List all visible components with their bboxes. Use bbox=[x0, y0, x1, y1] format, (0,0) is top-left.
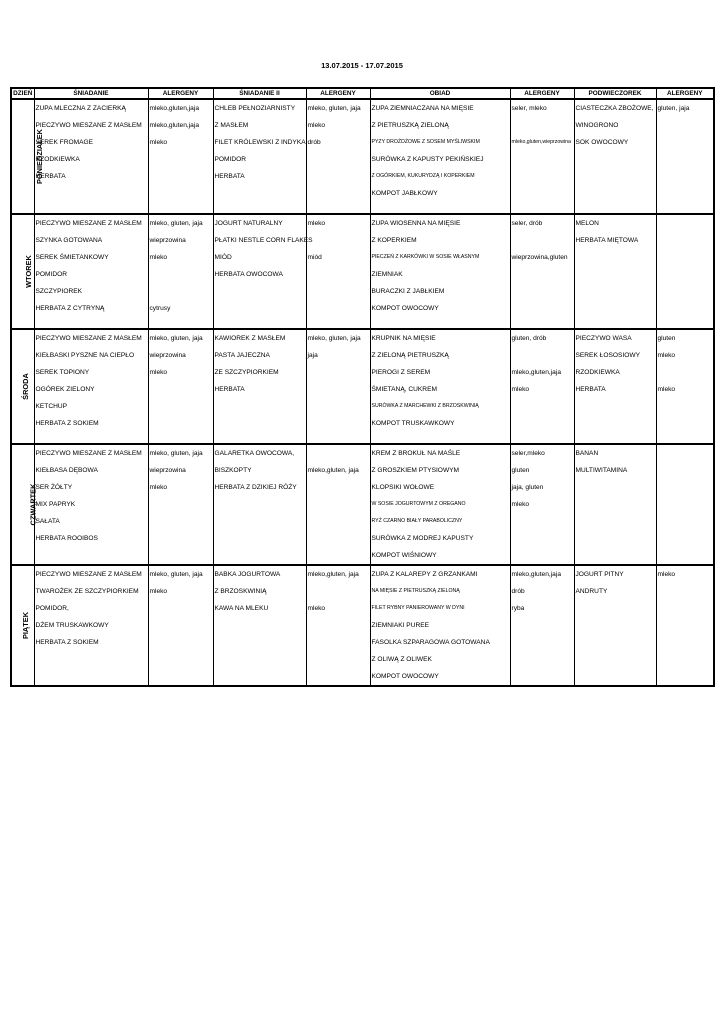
menu-line: BABKA JOGURTOWA bbox=[214, 571, 281, 578]
menu-body bbox=[11, 99, 714, 686]
day-row bbox=[11, 214, 714, 329]
col-header-podwieczorek: PODWIECZOREK bbox=[574, 88, 656, 99]
menu-line: MELON bbox=[575, 220, 599, 227]
menu-line: mleko bbox=[511, 501, 530, 508]
menu-line: mleko bbox=[149, 588, 168, 595]
day-name: PONIEDZIAŁEK bbox=[35, 128, 45, 184]
menu-line: Z OGÓRKIEM, KUKURYDZĄ I KOPERKIEM bbox=[371, 173, 475, 179]
menu-line: KOMPOT TRUSKAWKOWY bbox=[371, 420, 455, 427]
col-header-alergeny-4: ALERGENY bbox=[656, 88, 714, 99]
obiad-alergeny-cell bbox=[510, 444, 574, 565]
menu-line: drób bbox=[511, 588, 525, 595]
menu-line: POMIDOR bbox=[214, 156, 247, 163]
menu-line: KIEŁBASA DĘBOWA bbox=[35, 467, 98, 474]
podwieczorek-cell bbox=[574, 99, 656, 214]
menu-line: drób bbox=[307, 139, 321, 146]
obiad-cell bbox=[370, 214, 510, 329]
menu-line: MIX PAPRYK bbox=[35, 501, 76, 508]
menu-line: mleko,gluten,jaja bbox=[149, 105, 199, 112]
menu-line: Z OLIWĄ Z OLIWEK bbox=[371, 656, 432, 663]
menu-line: PASTA JAJECZNA bbox=[214, 352, 270, 359]
menu-line: mleko bbox=[307, 605, 326, 612]
col-header-sniadanie: ŚNIADANIE bbox=[34, 88, 148, 99]
day-name: PIĄTEK bbox=[21, 611, 31, 639]
menu-line: GALARETKA OWOCOWA, bbox=[214, 450, 295, 457]
sniadanie2-alergeny-cell bbox=[306, 214, 370, 329]
menu-line: SER ŻÓŁTY bbox=[35, 484, 73, 491]
col-header-alergeny-2: ALERGENY bbox=[306, 88, 370, 99]
sniadanie-alergeny-cell bbox=[148, 444, 213, 565]
menu-line: PIECZYWO WASA bbox=[575, 335, 632, 342]
sniadanie-alergeny-cell bbox=[148, 329, 213, 444]
podwieczorek-cell bbox=[574, 329, 656, 444]
menu-line: mleko, gluten, jaja bbox=[149, 571, 203, 578]
menu-line: wieprzowina,gluten bbox=[511, 254, 568, 261]
sniadanie2-alergeny-cell bbox=[306, 329, 370, 444]
menu-line: PIECZYWO MIESZANE Z MASŁEM bbox=[35, 335, 142, 342]
sniadanie-cell bbox=[34, 444, 148, 565]
menu-line: HERBATA bbox=[214, 173, 245, 180]
day-row bbox=[11, 565, 714, 686]
menu-line: KOMPOT OWOCOWY bbox=[371, 305, 439, 312]
obiad-cell bbox=[370, 565, 510, 686]
menu-line: SEREK TOPIONY bbox=[35, 369, 90, 376]
menu-line: ZIEMNIAKI PUREE bbox=[371, 622, 430, 629]
col-header-day: DZIEŃ bbox=[11, 88, 34, 99]
menu-line: mleko bbox=[149, 484, 168, 491]
menu-line: HERBATA Z SOKIEM bbox=[35, 420, 99, 427]
menu-line: mleko,gluten, jaja bbox=[307, 467, 359, 474]
menu-line: seler, mleko bbox=[511, 105, 547, 112]
menu-line: seler, drób bbox=[511, 220, 543, 227]
day-name-cell bbox=[11, 329, 34, 444]
day-name: ŚRODA bbox=[20, 372, 30, 400]
sniadanie-cell bbox=[34, 329, 148, 444]
menu-line bbox=[658, 364, 714, 381]
menu-line: PIECZYWO MIESZANE Z MASŁEM bbox=[35, 220, 142, 227]
menu-line: ZUPA WIOSENNA NA MIĘSIE bbox=[371, 220, 461, 227]
menu-line: Z GROSZKIEM PTYSIOWYM bbox=[371, 467, 460, 474]
menu-line: HERBATA bbox=[214, 386, 245, 393]
menu-line: seler,mleko bbox=[511, 450, 545, 457]
menu-line: KOMPOT JABŁKOWY bbox=[371, 190, 438, 197]
menu-line: mleko bbox=[149, 369, 168, 376]
menu-line bbox=[512, 347, 574, 364]
menu-line: mleko, gluten, jaja bbox=[307, 105, 361, 112]
menu-line: cytrusy bbox=[149, 305, 171, 312]
menu-line: OGÓREK ZIELONY bbox=[35, 386, 95, 393]
obiad-alergeny-cell bbox=[510, 565, 574, 686]
podwieczorek-cell bbox=[574, 565, 656, 686]
menu-line: Z ZIELONĄ PIETRUSZKĄ bbox=[371, 352, 449, 359]
menu-line: PYZY DROŻDŻOWE Z SOSEM MYŚLIWSKIM bbox=[371, 139, 480, 145]
menu-line: SZCZYPIOREK bbox=[35, 288, 83, 295]
menu-line: SEREK ŁOSOSIOWY bbox=[575, 352, 640, 359]
menu-line bbox=[150, 266, 213, 283]
menu-line: POMIDOR, bbox=[35, 605, 69, 612]
menu-line: ZIEMNIAK bbox=[371, 271, 403, 278]
menu-line: gluten, drób bbox=[511, 335, 547, 342]
sniadanie-alergeny-cell bbox=[148, 99, 213, 214]
menu-table bbox=[10, 87, 715, 687]
day-name: WTOREK bbox=[23, 254, 33, 288]
col-header-sniadanie-2: ŚNIADANIE II bbox=[213, 88, 306, 99]
menu-line: RYŻ CZARNO BIAŁY PARABOLICZNY bbox=[371, 518, 463, 524]
podwieczorek-cell bbox=[574, 214, 656, 329]
menu-line: mleko, gluten, jaja bbox=[149, 335, 203, 342]
menu-line: mleko bbox=[657, 352, 676, 359]
menu-line: KLOPSIKI WOŁOWE bbox=[371, 484, 435, 491]
menu-line: HERBATA Z DZIKIEJ RÓŻY bbox=[214, 484, 297, 491]
menu-line: KETCHUP bbox=[35, 403, 68, 410]
menu-line: WINOGRONO bbox=[575, 122, 619, 129]
menu-line: gluten bbox=[657, 335, 676, 342]
menu-line: W SOSIE JOGURTOWYM Z OREGANO bbox=[371, 501, 466, 507]
menu-line: gluten bbox=[511, 467, 530, 474]
sniadanie2-alergeny-cell bbox=[306, 99, 370, 214]
menu-line: BISZKOPTY bbox=[214, 467, 252, 474]
menu-line: FILET RYBNY PANIEROWANY W DYNI bbox=[371, 605, 465, 611]
menu-line: CIASTECZKA ZBOŻOWE, bbox=[575, 105, 654, 112]
menu-line: mleko,gluten, jaja bbox=[307, 571, 359, 578]
menu-line: mleko, gluten, jaja bbox=[307, 335, 361, 342]
menu-line: NA MIĘSIE Z PIETRUSZKĄ ZIELONĄ bbox=[371, 588, 460, 594]
sniadanie2-alergeny-cell bbox=[306, 444, 370, 565]
menu-line bbox=[308, 583, 370, 600]
sniadanie-alergeny-cell bbox=[148, 565, 213, 686]
menu-line: FILET KRÓLEWSKI Z INDYKA bbox=[214, 139, 306, 146]
menu-line: mleko,gluten,wieprzowina bbox=[511, 139, 571, 145]
menu-line: KOMPOT WIŚNIOWY bbox=[371, 552, 437, 559]
podwieczorek-alergeny-cell bbox=[656, 444, 714, 565]
menu-line: mleko bbox=[511, 386, 530, 393]
menu-line: wieprzowina bbox=[149, 352, 186, 359]
day-name: CZWARTEK bbox=[28, 483, 38, 525]
menu-line: ryba bbox=[511, 605, 525, 612]
menu-line: wieprzowina bbox=[149, 467, 186, 474]
sniadanie2-cell bbox=[213, 329, 306, 444]
menu-line: HERBATA Z SOKIEM bbox=[35, 639, 99, 646]
menu-line: PIEROGI Z SEREM bbox=[371, 369, 431, 376]
podwieczorek-cell bbox=[574, 444, 656, 565]
menu-line: ZUPA Z KALAREPY Z GRZANKAMI bbox=[371, 571, 478, 578]
menu-line: SAŁATA bbox=[35, 518, 60, 525]
col-header-alergeny-1: ALERGENY bbox=[148, 88, 213, 99]
menu-line: mleko bbox=[307, 220, 326, 227]
podwieczorek-alergeny-cell bbox=[656, 99, 714, 214]
menu-line: MULTIWITAMINA bbox=[575, 467, 628, 474]
menu-line: HERBATA bbox=[35, 173, 66, 180]
menu-line bbox=[308, 232, 370, 249]
menu-line: PŁATKI NESTLE CORN FLAKES bbox=[214, 237, 313, 244]
sniadanie2-cell bbox=[213, 444, 306, 565]
menu-line: ŚMIETANĄ, CUKREM bbox=[371, 386, 437, 393]
menu-line bbox=[150, 283, 213, 300]
obiad-alergeny-cell bbox=[510, 329, 574, 444]
menu-line bbox=[512, 232, 574, 249]
menu-line: PIECZYWO MIESZANE Z MASŁEM bbox=[35, 122, 142, 129]
menu-line: SURÓWKA Z MODREJ KAPUSTY bbox=[371, 535, 474, 542]
menu-line: BANAN bbox=[575, 450, 599, 457]
menu-line: POMIDOR bbox=[35, 271, 68, 278]
menu-line: PIECZYWO MIESZANE Z MASŁEM bbox=[35, 571, 142, 578]
day-name-cell bbox=[11, 214, 34, 329]
sniadanie-cell bbox=[34, 214, 148, 329]
podwieczorek-alergeny-cell bbox=[656, 565, 714, 686]
sniadanie2-cell bbox=[213, 214, 313, 329]
sniadanie-cell bbox=[34, 99, 148, 214]
sniadanie2-cell bbox=[213, 565, 306, 686]
menu-line: CHLEB PEŁNOZIARNISTY bbox=[214, 105, 296, 112]
menu-line: MIÓD bbox=[214, 254, 232, 261]
menu-line: mleko, gluten, jaja bbox=[149, 450, 203, 457]
menu-line: mleko bbox=[657, 386, 676, 393]
obiad-alergeny-cell bbox=[510, 99, 574, 214]
menu-line: mleko,gluten,jaja bbox=[149, 122, 199, 129]
menu-line: mleko bbox=[149, 254, 168, 261]
menu-line: mleko bbox=[307, 122, 326, 129]
obiad-alergeny-cell bbox=[510, 214, 574, 329]
menu-line: ZUPA ZIEMNIACZANA NA MIĘSIE bbox=[371, 105, 474, 112]
menu-line: jaja bbox=[307, 352, 318, 359]
sniadanie2-alergeny-cell bbox=[306, 565, 370, 686]
menu-line: RZODKIEWKA bbox=[575, 369, 620, 376]
menu-line: ZUPA MLECZNA Z ZACIERKĄ bbox=[35, 105, 126, 112]
menu-line: wieprzowina bbox=[149, 237, 186, 244]
menu-line: HERBATA bbox=[575, 386, 606, 393]
menu-line bbox=[512, 117, 574, 134]
menu-line: mleko, gluten, jaja bbox=[149, 220, 203, 227]
day-row bbox=[11, 99, 714, 214]
sniadanie-alergeny-cell bbox=[148, 214, 213, 329]
menu-line: Z BRZOSKWINIĄ bbox=[214, 588, 267, 595]
header-row bbox=[11, 88, 714, 99]
menu-line: SURÓWKA Z KAPUSTY PEKIŃSKIEJ bbox=[371, 156, 484, 163]
menu-line: gluten, jaja bbox=[657, 105, 690, 112]
menu-line: KAWIOREK Z MASŁEM bbox=[214, 335, 286, 342]
menu-line: ANDRUTY bbox=[575, 588, 608, 595]
menu-line: mleko bbox=[657, 571, 676, 578]
menu-table-wrapper bbox=[10, 87, 713, 687]
podwieczorek-alergeny-cell bbox=[656, 329, 714, 444]
sniadanie2-cell bbox=[213, 99, 306, 214]
menu-line: ZE SZCZYPIORKIEM bbox=[214, 369, 279, 376]
col-header-obiad: OBIAD bbox=[370, 88, 510, 99]
menu-line: RZODKIEWKA bbox=[35, 156, 80, 163]
menu-line: SEREK ŚMIETANKOWY bbox=[35, 254, 109, 261]
obiad-cell bbox=[370, 329, 510, 444]
menu-line: Z KOPERKIEM bbox=[371, 237, 417, 244]
menu-line: TWAROŻEK ZE SZCZYPIORKIEM bbox=[35, 588, 139, 595]
day-row bbox=[11, 329, 714, 444]
menu-line: JOGURT NATURALNY bbox=[214, 220, 283, 227]
menu-line: mleko,gluten,jaja bbox=[511, 369, 561, 376]
menu-line: SOK OWOCOWY bbox=[575, 139, 629, 146]
obiad-cell bbox=[370, 444, 510, 565]
menu-line: KIEŁBASKI PYSZNE NA CIEPŁO bbox=[35, 352, 135, 359]
menu-line: PIECZYWO MIESZANE Z MASŁEM bbox=[35, 450, 142, 457]
menu-line: HERBATA ROOIBOS bbox=[35, 535, 98, 542]
menu-line bbox=[308, 445, 370, 462]
menu-line: HERBATA MIĘTOWA bbox=[575, 237, 639, 244]
menu-line: miód bbox=[307, 254, 322, 261]
menu-line: BURACZKI Z JABŁKIEM bbox=[371, 288, 445, 295]
menu-line: PIECZEŃ Z KARKÓWKI W SOSIE WŁASNYM bbox=[371, 254, 480, 260]
day-row bbox=[11, 444, 714, 565]
obiad-cell bbox=[370, 99, 510, 214]
menu-line: HERBATA Z CYTRYNĄ bbox=[35, 305, 105, 312]
menu-line: DŻEM TRUSKAWKOWY bbox=[35, 622, 109, 629]
menu-line: jaja, gluten bbox=[511, 484, 544, 491]
menu-line: KAWA NA MLEKU bbox=[214, 605, 269, 612]
day-name-cell bbox=[11, 565, 34, 686]
day-name-cell bbox=[11, 444, 38, 565]
date-range-title: 13.07.2015 - 17.07.2015 bbox=[321, 61, 403, 70]
sniadanie-cell bbox=[34, 565, 148, 686]
menu-line: FASOLKA SZPARAGOWA GOTOWANA bbox=[371, 639, 490, 646]
menu-line: SURÓWKA Z MARCHEWKI Z BRZOSKWINIĄ bbox=[371, 403, 479, 409]
menu-line: Z PIETRUSZKĄ ZIELONĄ bbox=[371, 122, 449, 129]
menu-line: JOGURT PITNY bbox=[575, 571, 624, 578]
col-header-alergeny-3: ALERGENY bbox=[510, 88, 574, 99]
menu-line: mleko,gluten,jaja bbox=[511, 571, 561, 578]
menu-line: KREM Z BROKUŁ NA MAŚLE bbox=[371, 450, 461, 457]
menu-line: mleko bbox=[149, 139, 168, 146]
menu-line: SZYNKA GOTOWANA bbox=[35, 237, 103, 244]
menu-line: Z MASŁEM bbox=[214, 122, 249, 129]
menu-line: KOMPOT OWOCOWY bbox=[371, 673, 439, 680]
podwieczorek-alergeny-cell bbox=[656, 214, 714, 329]
menu-line: SEREK FROMAGE bbox=[35, 139, 94, 146]
menu-line: HERBATA OWOCOWA bbox=[214, 271, 283, 278]
menu-line: KRUPNIK NA MIĘSIE bbox=[371, 335, 436, 342]
day-name-cell bbox=[11, 99, 45, 214]
